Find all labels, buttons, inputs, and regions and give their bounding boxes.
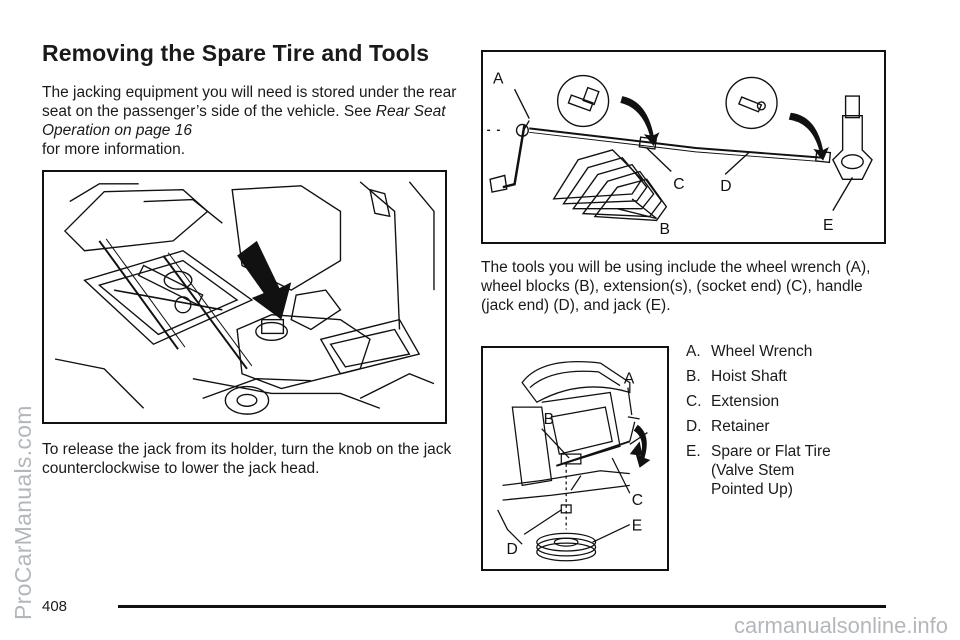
- hoist-label-c: C: [631, 491, 644, 509]
- cross-reference-link[interactable]: Rear Seat Operation on page 16: [42, 103, 446, 139]
- bottom-watermark: carmanualsonline.info: [733, 613, 948, 638]
- hoist-drawing: [483, 348, 667, 569]
- legend-text: Retainer: [711, 418, 770, 435]
- legend-text: Wheel Wrench: [711, 343, 813, 360]
- intro-text: The jacking equipment you will need is stored under the rear seat on the passenger’s side of the vehicle. See: [42, 84, 457, 120]
- tools-label-c: C: [673, 176, 685, 194]
- hoist-label-e: E: [631, 517, 643, 535]
- side-watermark: ProCarManuals.com: [10, 405, 36, 620]
- tools-drawing: [483, 52, 884, 242]
- hoist-legend: [686, 342, 881, 505]
- hoist-label-b: B: [543, 410, 555, 428]
- jack-storage-illustration: [42, 170, 447, 424]
- tools-label-b: B: [659, 221, 670, 239]
- legend-letter: A.: [686, 343, 701, 360]
- legend-item: [686, 392, 881, 411]
- page-title: Removing the Spare Tire and Tools: [42, 40, 430, 66]
- legend-text: Hoist Shaft: [711, 368, 787, 385]
- legend-letter: C.: [686, 393, 702, 410]
- page-number: 408: [42, 598, 68, 615]
- tools-label-e: E: [823, 217, 834, 235]
- legend-item: [686, 442, 881, 499]
- tools-description: The tools you will be using include the wheel wrench (A), wheel blocks (B), extension(s), (socket end) (C), handle (jack end) (D), and jack (E).: [481, 259, 871, 314]
- hoist-illustration: [481, 346, 669, 571]
- hoist-label-a: A: [623, 370, 635, 388]
- tools-illustration: [481, 50, 886, 244]
- legend-letter: B.: [686, 368, 701, 385]
- release-instructions: To release the jack from its holder, turn the knob on the jack counterclockwise to lower the jack head.: [42, 441, 452, 477]
- legend-letter: D.: [686, 418, 702, 435]
- tools-label-a: A: [493, 70, 504, 88]
- legend-item: [686, 367, 881, 386]
- jack-storage-drawing: [44, 172, 445, 422]
- legend-text: Extension: [711, 393, 780, 410]
- legend-item: [686, 342, 881, 361]
- legend-item: [686, 417, 881, 436]
- hoist-label-d: D: [506, 540, 518, 558]
- tools-label-d: D: [720, 178, 732, 196]
- intro-paragraph: [42, 83, 462, 159]
- legend-letter: E.: [686, 443, 701, 460]
- intro-text-end: for more information.: [42, 141, 185, 158]
- footer-rule: [118, 605, 886, 608]
- legend-text: Spare or Flat Tire (Valve Stem Pointed Up): [711, 443, 831, 498]
